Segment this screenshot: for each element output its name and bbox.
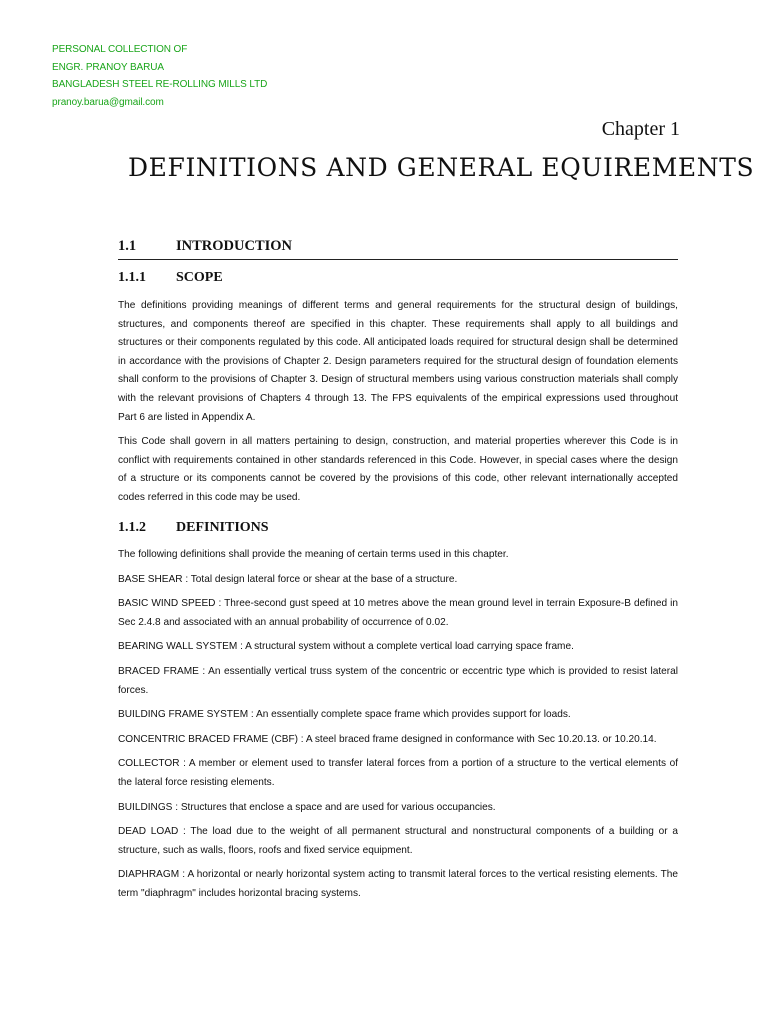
section-heading-introduction <box>118 238 678 260</box>
section-number: 1.1 <box>118 238 137 254</box>
subsection-title: DEFINITIONS <box>176 520 269 535</box>
subsection-heading-scope <box>118 270 223 286</box>
definition-item: BEARING WALL SYSTEM : A structural system without a complete vertical load carrying space frame. <box>118 641 574 653</box>
subsection-number: 1.1.1 <box>118 270 146 285</box>
definition-item: BUILDINGS : Structures that enclose a space and are used for various occupancies. <box>118 801 496 813</box>
collection-watermark <box>52 41 267 111</box>
chapter-title: DEFINITIONS AND GENERAL EQUIREMENTS <box>128 153 755 182</box>
chapter-label: Chapter 1 <box>601 118 680 140</box>
definition-item: BASIC WIND SPEED : Three-second gust speed at 10 metres above the mean ground level in terrain Exposure-B defined in Sec 2.4.8 and associated with an annual probability of occurrence of 0.02. <box>118 598 678 628</box>
scope-body <box>118 297 678 514</box>
watermark-line: PERSONAL COLLECTION OF <box>52 44 188 55</box>
definition-item: DIAPHRAGM : A horizontal or nearly horizontal system acting to transmit lateral forces to the vertical resisting elements. The term "diaphragm" includes horizontal bracing systems. <box>118 869 678 899</box>
paragraph: The definitions providing meanings of different terms and general requirements for the structural design of buildings, structures, and components thereof are specified in this chapter. These requirements shall apply to all buildings and structures or their components regulated by this code. All anticipated loads required for structural design shall be determined in accordance with the provisions of Chapter 2. Design parameters required for the structural design of foundation elements shall conform to the provisions of Chapter 3. Design of structural members using various construction materials shall comply with the relevant provisions of Chapters 4 through 13. The FPS equivalents of the empirical expressions used throughout Part 6 are listed in Appendix A. <box>118 300 678 423</box>
definition-item: DEAD LOAD : The load due to the weight of all permanent structural and nonstructural components of a building or a structure, such as walls, floors, roofs and fixed service equipment. <box>118 826 678 856</box>
section-title: INTRODUCTION <box>176 238 293 254</box>
paragraph: This Code shall govern in all matters pertaining to design, construction, and material properties wherever this Code is in conflict with requirements contained in other standards referenced in this Code. However, in special cases where the design of a structure or its components cannot be covered by the provisions of this code, other relevant internationally accepted codes referred in this code may be used. <box>118 436 678 503</box>
subsection-number: 1.1.2 <box>118 520 146 535</box>
subsection-title: SCOPE <box>176 270 223 285</box>
definition-item: COLLECTOR : A member or element used to transfer lateral forces from a portion of a structure to the vertical elements of the lateral force resisting elements. <box>118 758 678 788</box>
watermark-line: BANGLADESH STEEL RE-ROLLING MILLS LTD <box>52 79 268 90</box>
watermark-line: ENGR. PRANOY BARUA <box>52 61 164 73</box>
definitions-body <box>118 546 678 910</box>
watermark-email: pranoy.barua@gmail.com <box>52 96 164 108</box>
definitions-intro: The following definitions shall provide the meaning of certain terms used in this chapter. <box>118 549 509 560</box>
subsection-heading-definitions <box>118 520 269 536</box>
definition-item: BASE SHEAR : Total design lateral force or shear at the base of a structure. <box>118 573 458 585</box>
definition-item: BUILDING FRAME SYSTEM : An essentially complete space frame which provides support for loads. <box>118 709 571 721</box>
definition-item: CONCENTRIC BRACED FRAME (CBF) : A steel braced frame designed in conformance with Sec 10.20.13. or 10.20.14. <box>118 733 657 745</box>
definition-item: BRACED FRAME : An essentially vertical truss system of the concentric or eccentric type which is provided to resist lateral forces. <box>118 665 678 696</box>
